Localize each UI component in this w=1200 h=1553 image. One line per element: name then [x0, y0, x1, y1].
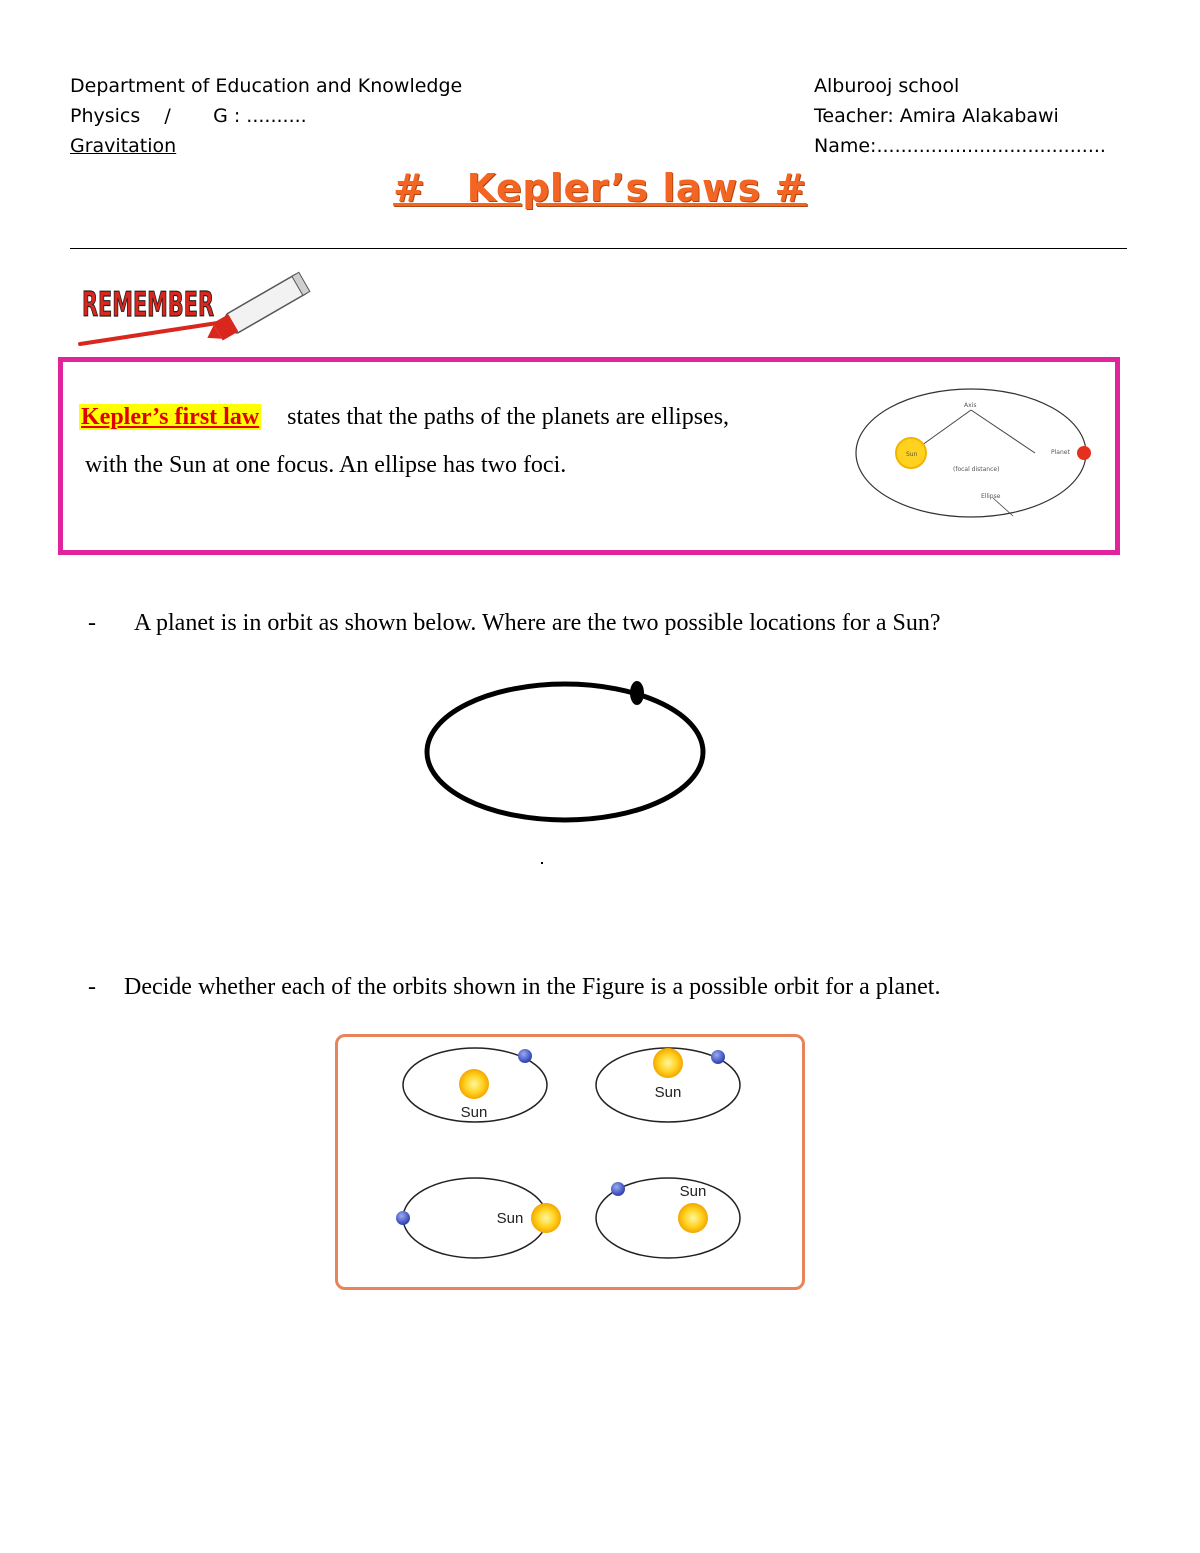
- orbit-c: [396, 1178, 561, 1258]
- topic-text: Gravitation: [70, 135, 177, 157]
- question-2: Decide whether each of the orbits shown in the Figure is a possible orbit for a planet.: [124, 974, 941, 1000]
- question-1: A planet is in orbit as shown below. Where are the two possible locations for a Sun?: [134, 610, 941, 636]
- header-right: [814, 71, 1106, 161]
- law-line-1: [79, 404, 729, 431]
- diagram-focus-label: (focal distance): [953, 466, 1000, 473]
- subject-grade-text: Physics / G : ..........: [70, 105, 307, 127]
- orbit-d-planet-icon: [611, 1182, 625, 1196]
- law-line-1-text: states that the paths of the planets are ellipses,: [287, 404, 730, 430]
- orbit-c-sun-label: Sun: [496, 1210, 524, 1227]
- orbit-d-sun-label: Sun: [679, 1183, 707, 1200]
- header-divider: [70, 248, 1127, 249]
- orbit-b: [596, 1048, 740, 1122]
- orbit-a-sun-label: Sun: [460, 1104, 488, 1121]
- orbit-c-sun-icon: [531, 1203, 561, 1233]
- orbit-c-planet-icon: [396, 1211, 410, 1225]
- ellipse-pointer: [993, 498, 1013, 516]
- orbit-a: [403, 1048, 547, 1122]
- remember-marker-icon: [74, 264, 319, 350]
- orbit-b-sun-icon: [653, 1048, 683, 1078]
- page-title: # Kepler’s laws #: [393, 166, 807, 210]
- diagram-ellipse-label: Ellipse: [981, 493, 1001, 500]
- orbit-b-sun-label: Sun: [654, 1084, 682, 1101]
- law-name: Kepler’s first law: [81, 404, 260, 430]
- remember-label: REMEMBER: [82, 285, 214, 325]
- q2-dash: -: [88, 974, 96, 1000]
- q1-planet-icon: [630, 681, 644, 705]
- focus-line-right: [971, 410, 1035, 453]
- diagram-sun-label: Sun: [906, 451, 918, 458]
- diagram-planet-label: Planet: [1051, 449, 1070, 456]
- orbit-d-sun-icon: [678, 1203, 708, 1233]
- planet-icon: [1077, 446, 1091, 460]
- name-field: Name:......................................: [814, 135, 1106, 157]
- department-text: Department of Education and Knowledge: [70, 75, 463, 97]
- stray-dot: [541, 862, 543, 864]
- q1-orbit-diagram: [420, 675, 710, 830]
- teacher-text: Teacher: Amira Alakabawi: [814, 105, 1059, 127]
- school-text: Alburooj school: [814, 75, 960, 97]
- law-box: [58, 357, 1120, 555]
- diagram-axis-label: Axis: [964, 402, 977, 409]
- orbits-figure: [335, 1034, 805, 1290]
- orbit-a-planet-icon: [518, 1049, 532, 1063]
- header-left: [70, 71, 462, 161]
- ellipse-diagram: [853, 380, 1093, 520]
- orbit-d: [596, 1178, 740, 1258]
- orbit-c-ellipse: [403, 1178, 547, 1258]
- law-line-2: with the Sun at one focus. An ellipse has two foci.: [85, 452, 567, 478]
- q1-dash: -: [88, 610, 96, 636]
- q1-orbit-ellipse: [427, 684, 703, 820]
- orbits-figure-svg: [338, 1037, 802, 1287]
- orbit-a-sun-icon: [459, 1069, 489, 1099]
- orbit-b-planet-icon: [711, 1050, 725, 1064]
